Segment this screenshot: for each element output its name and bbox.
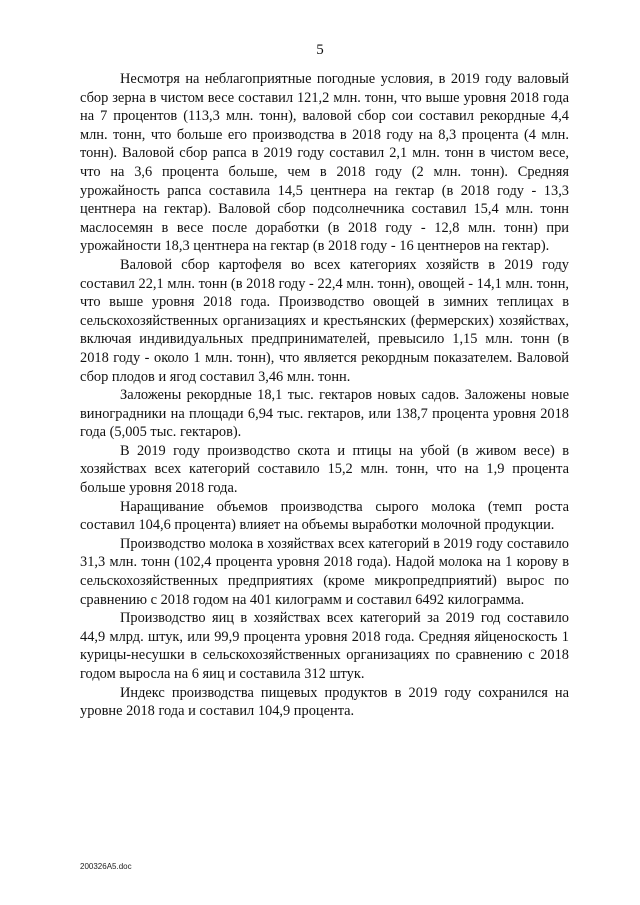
paragraph-eggs: Производство яиц в хозяйствах всех категорий за 2019 год составило 44,9 млрд. штук, или 99,9 процента уровня 2018 года. Средняя яйценоскость 1 курицы-несушки в сельскохозяйственных организациях по сравнению с 2018 годом выросла на 6 яиц и составила 312 штук. xyxy=(80,610,569,682)
paragraph-milk-production: Производство молока в хозяйствах всех категорий в 2019 году составило 31,3 млн. тонн (102,4 процента уровня 2018 года). Надой молока на 1 корову в сельскохозяйственных предприятиях (кроме микропредприятий) вырос по сравнению с 2018 годом на 401 килограмм и составил 6492 килограмма. xyxy=(80,535,569,608)
document-body xyxy=(80,70,569,721)
paragraph-potatoes-vegetables: Валовой сбор картофеля во всех категориях хозяйств в 2019 году составил 22,1 млн. тонн (в 2018 году - 22,4 млн. тонн), овощей - 14,1 млн. тонн, что выше уровня 2018 года. Производство овощей в зимних теплицах в сельскохозяйственных организациях и крестьянских (фермерских) хозяйствах, включая индивидуальных предпринимателей, превысило 1,15 млн. тонн (в 2018 году - около 1 млн. тонн), что является рекордным показателем. Валовой сбор плодов и ягод составил 3,46 млн. тонн. xyxy=(80,256,569,385)
page-number: 5 xyxy=(316,42,324,58)
paragraph-grain-harvest: Несмотря на неблагоприятные погодные условия, в 2019 году валовый сбор зерна в чистом весе составил 121,2 млн. тонн, что выше уровня 2018 года на 7 процентов (113,3 млн. тонн), валовой сбор сои составил рекордные 4,4 млн. тонн, что больше его производства в 2018 году на 8,3 процента (4 млн. тонн). Валовой сбор рапса в 2019 году составил 2,1 млн. тонн в чистом весе, что на 3,6 процента больше, чем в 2018 году (2 млн. тонн). Средняя урожайность рапса составила 14,5 центнера на гектар (в 2018 году - 13,3 центнера на гектар). Валовой сбор подсолнечника составил 15,4 млн. тонн маслосемян в весе после доработки (в 2018 году - 12,8 млн. тонн) при урожайности 18,3 центнера на гектар (в 2018 году - 16 центнеров на гектар). xyxy=(80,71,569,255)
paragraph-food-index: Индекс производства пищевых продуктов в 2019 году сохранился на уровне 2018 года и составил 104,9 процента. xyxy=(80,684,569,720)
paragraph-livestock: В 2019 году производство скота и птицы на убой (в живом весе) в хозяйствах всех категорий составило 15,2 млн. тонн, что на 1,9 процента больше уровня 2018 года. xyxy=(80,442,569,497)
paragraph-orchards-vineyards: Заложены рекордные 18,1 тыс. гектаров новых садов. Заложены новые виноградники на площади 6,94 тыс. гектаров, или 138,7 процента уровня 2018 года (5,005 тыс. гектаров). xyxy=(80,387,569,441)
footer-file-name: 200326A5.doc xyxy=(80,862,132,871)
paragraph-raw-milk: Наращивание объемов производства сырого молока (темп роста составил 104,6 процента) влияет на объемы выработки молочной продукции. xyxy=(80,498,569,534)
